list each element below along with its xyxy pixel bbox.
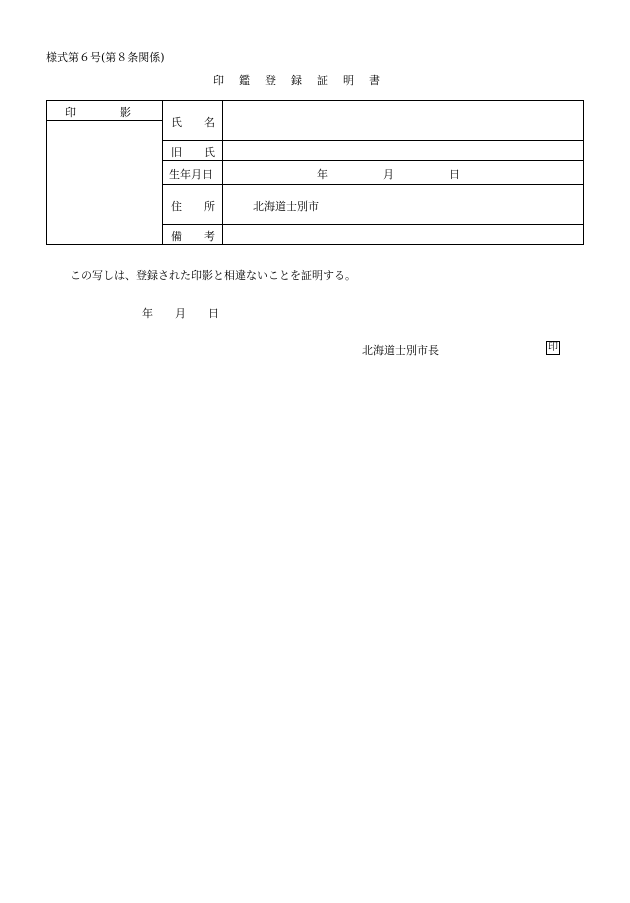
former-name-label-cell <box>162 140 223 161</box>
address-value: 北海道士別市 <box>253 200 319 213</box>
document-title: 印鑑登録証明書 <box>213 74 395 87</box>
seal-impression-area <box>46 120 163 245</box>
birth-date-label: 生年月日 <box>169 168 213 181</box>
birth-date-value-cell <box>222 160 584 185</box>
form-number: 様式第６号(第８条関係) <box>46 51 165 64</box>
birth-date-value: 年 月 日 <box>317 168 460 181</box>
address-label: 住 所 <box>171 200 215 213</box>
address-value-cell <box>222 184 584 225</box>
seal-impression-label: 印 影 <box>65 106 131 119</box>
name-label-cell <box>162 100 223 141</box>
birth-date-label-cell <box>162 160 223 185</box>
official-seal-icon: 印 <box>548 342 558 353</box>
address-label-cell <box>162 184 223 225</box>
certification-statement: この写しは、登録された印影と相違ないことを証明する。 <box>70 269 356 282</box>
remarks-label: 備 考 <box>171 230 215 243</box>
name-label: 氏 名 <box>171 116 215 129</box>
name-value-cell <box>222 100 584 141</box>
remarks-value-cell <box>222 224 584 245</box>
former-name-value-cell <box>222 140 584 161</box>
former-name-label: 旧 氏 <box>171 146 215 159</box>
remarks-label-cell <box>162 224 223 245</box>
issue-date: 年 月 日 <box>142 307 219 320</box>
seal-impression-header-cell <box>46 100 163 121</box>
issuer-name: 北海道士別市長 <box>362 344 439 357</box>
